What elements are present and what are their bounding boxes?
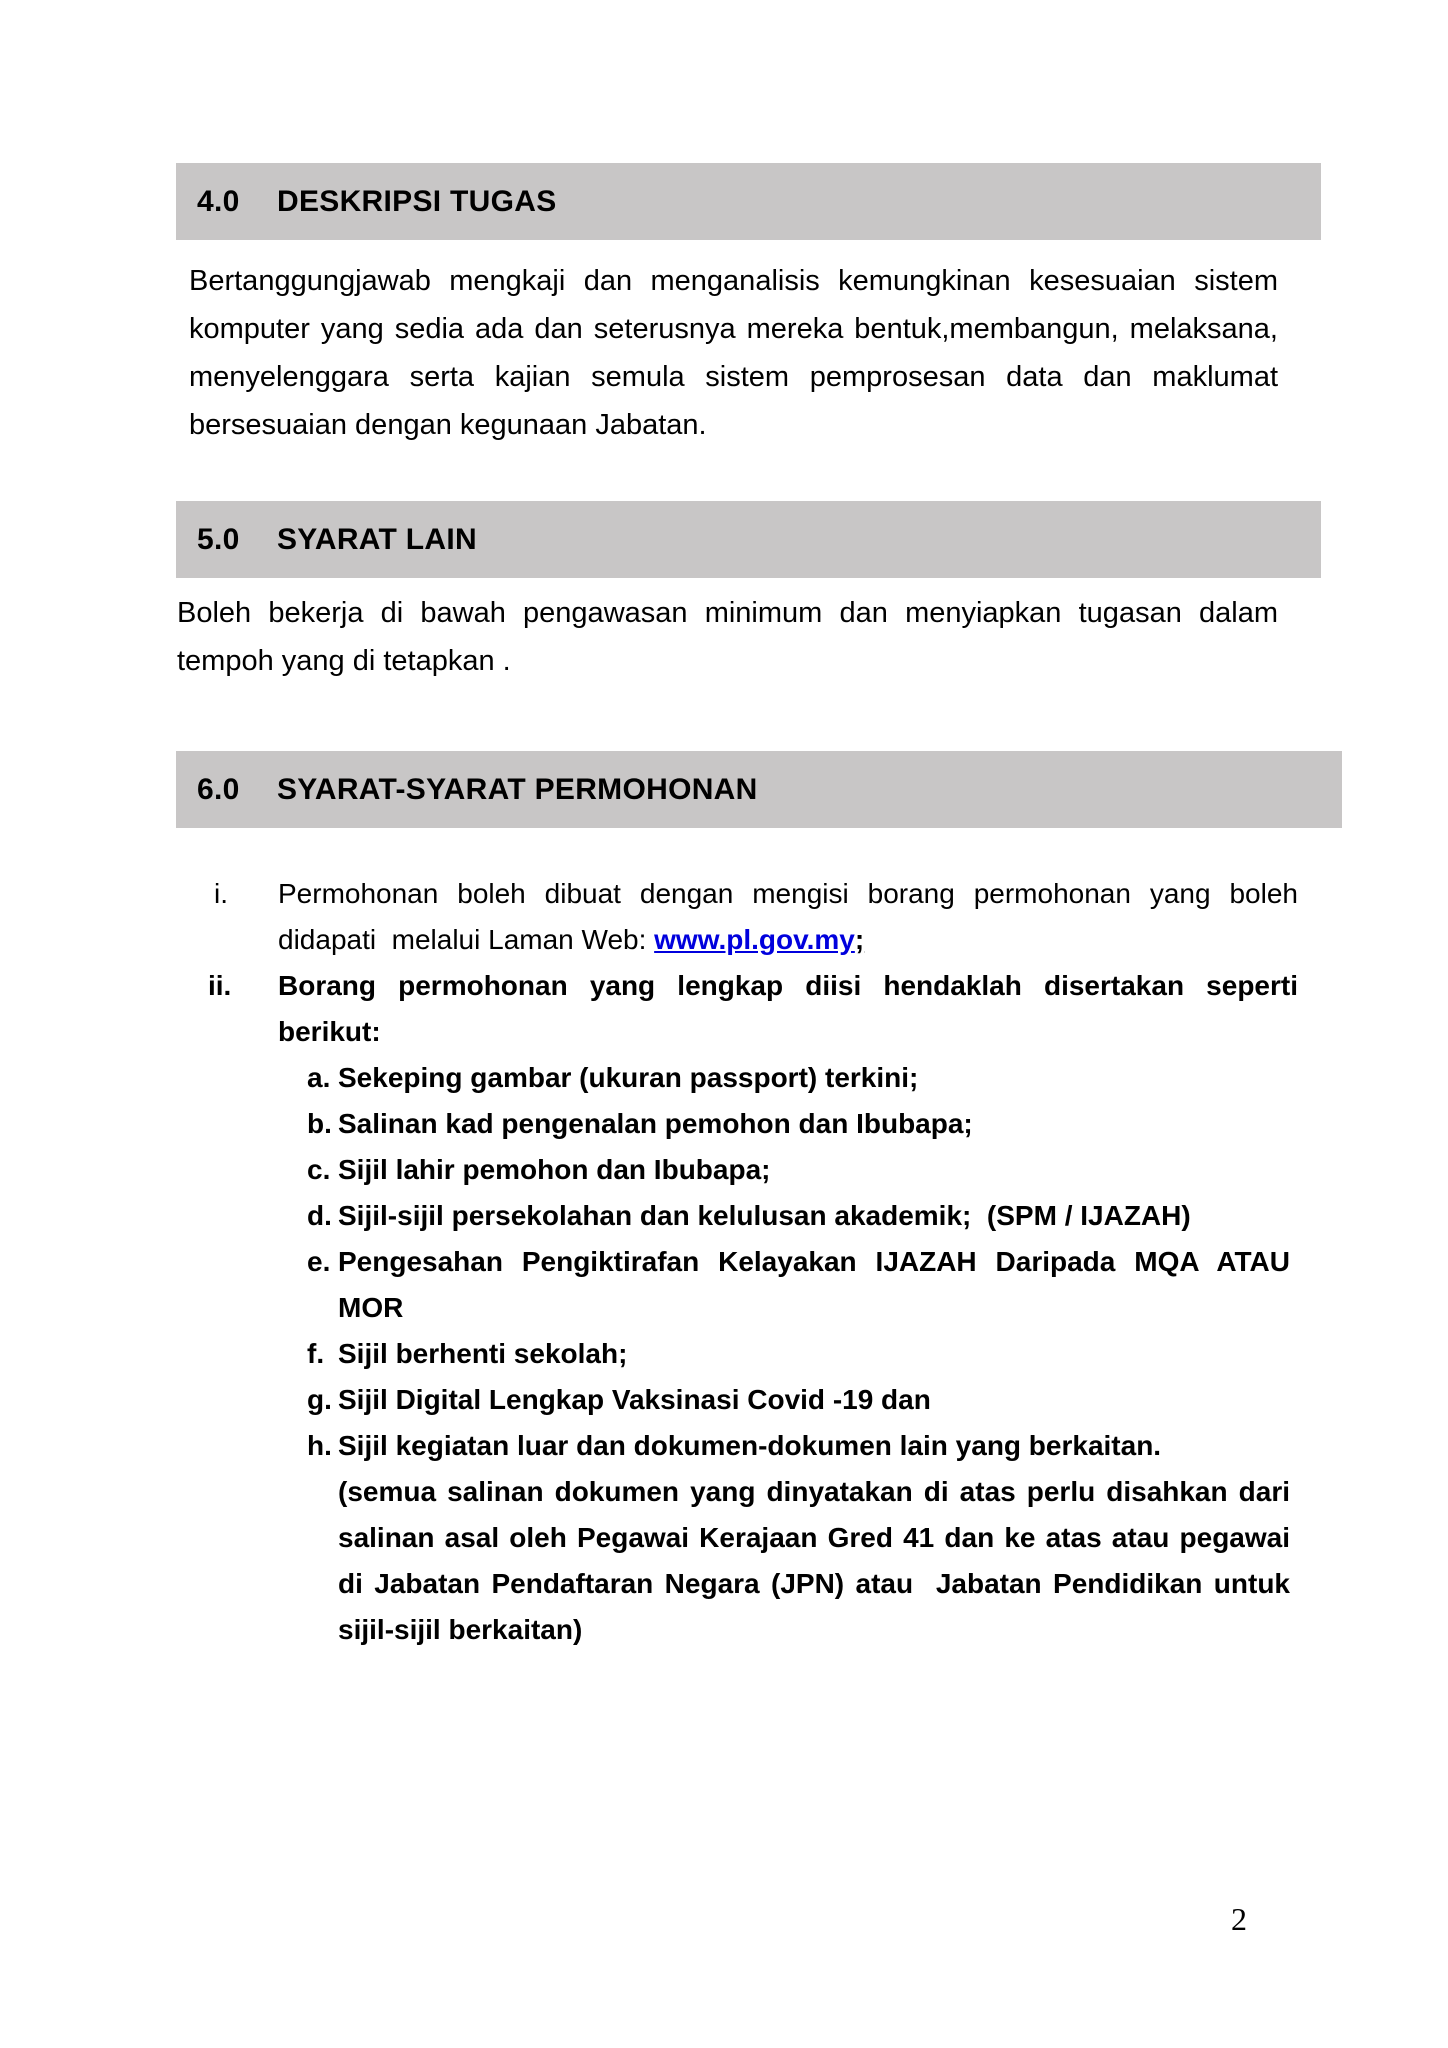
page-number: 2 bbox=[1231, 1901, 1247, 1937]
section-heading-5 bbox=[176, 501, 1321, 578]
sub-item-text: Sekeping gambar (ukuran passport) terkini; bbox=[338, 1062, 919, 1093]
paragraph-line: komputer yang sedia ada dan seterusnya mereka bentuk,membangun, melaksana, bbox=[189, 313, 1278, 345]
section-heading-6 bbox=[176, 751, 1342, 828]
list-item-line bbox=[278, 917, 1298, 963]
paragraph-line: bersesuaian dengan kegunaan Jabatan. bbox=[189, 409, 707, 441]
sub-marker-h: h. bbox=[307, 1430, 332, 1461]
link-prefix-text: didapati melalui Laman Web: bbox=[278, 924, 655, 955]
sub-marker-f: f. bbox=[307, 1338, 325, 1369]
sub-marker-e: e. bbox=[307, 1246, 331, 1277]
list-item-i bbox=[0, 871, 1298, 963]
sub-item-text: Pengesahan Pengiktirafan Kelayakan IJAZAH Daripada MQA ATAU bbox=[338, 1246, 1290, 1277]
certification-note bbox=[0, 1469, 1290, 1653]
list-marker-ii: ii. bbox=[208, 970, 232, 1001]
website-link[interactable]: www.pl.gov.my bbox=[654, 924, 855, 955]
section-title-4: DESKRIPSI TUGAS bbox=[277, 184, 557, 218]
paragraph-line: Boleh bekerja di bawah pengawasan minimum dan menyiapkan tugasan dalam bbox=[177, 597, 1278, 629]
list-item-line: Borang permohonan yang lengkap diisi hendaklah disertakan seperti bbox=[278, 970, 1298, 1001]
sub-item-g bbox=[0, 1377, 1290, 1423]
note-line: di Jabatan Pendaftaran Negara (JPN) atau Jabatan Pendidikan untuk bbox=[338, 1568, 1290, 1599]
note-line: sijil-sijil berkaitan) bbox=[338, 1614, 583, 1645]
note-line: (semua salinan dokumen yang dinyatakan di atas perlu disahkan dari bbox=[338, 1476, 1290, 1507]
sub-item-f bbox=[0, 1331, 1290, 1377]
sub-item-text: Sijil lahir pemohon dan Ibubapa; bbox=[338, 1154, 771, 1185]
sub-item-text: Salinan kad pengenalan pemohon dan Ibubapa; bbox=[338, 1108, 973, 1139]
sub-item-text: Sijil-sijil persekolahan dan kelulusan akademik; (SPM / IJAZAH) bbox=[338, 1200, 1191, 1231]
section-heading-4 bbox=[176, 163, 1321, 240]
sub-item-text: Sijil berhenti sekolah; bbox=[338, 1338, 628, 1369]
sub-marker-c: c. bbox=[307, 1154, 331, 1185]
section-number-6: 6.0 bbox=[197, 772, 240, 806]
section-number-4: 4.0 bbox=[197, 184, 240, 218]
paragraph-line: Bertanggungjawab mengkaji dan menganalisis kemungkinan kesesuaian sistem bbox=[189, 265, 1278, 297]
sub-item-d bbox=[0, 1193, 1290, 1239]
application-requirements-list bbox=[0, 871, 1448, 1653]
sub-item-a bbox=[0, 1055, 1290, 1101]
paragraph-line: menyelenggara serta kajian semula sistem pemprosesan data dan maklumat bbox=[189, 361, 1278, 393]
sub-item-text: Sijil Digital Lengkap Vaksinasi Covid -19 dan bbox=[338, 1384, 931, 1415]
paragraph-line: tempoh yang di tetapkan . bbox=[177, 645, 511, 677]
sub-item-h bbox=[0, 1423, 1290, 1469]
list-item-line: Permohonan boleh dibuat dengan mengisi borang permohonan yang boleh bbox=[278, 878, 1298, 909]
section-number-5: 5.0 bbox=[197, 522, 240, 556]
sub-item-b bbox=[0, 1101, 1290, 1147]
section-title-6: SYARAT-SYARAT PERMOHONAN bbox=[277, 772, 758, 806]
sub-marker-a: a. bbox=[307, 1062, 331, 1093]
sub-marker-d: d. bbox=[307, 1200, 332, 1231]
section-4-paragraph bbox=[189, 257, 1278, 449]
sub-marker-g: g. bbox=[307, 1384, 332, 1415]
list-item-ii bbox=[0, 963, 1298, 1055]
link-suffix: ; bbox=[854, 924, 865, 955]
list-marker-i: i. bbox=[214, 878, 228, 909]
note-line: salinan asal oleh Pegawai Kerajaan Gred 41 dan ke atas atau pegawai bbox=[338, 1522, 1290, 1553]
sub-item-c bbox=[0, 1147, 1290, 1193]
sub-item-e bbox=[0, 1239, 1290, 1331]
sub-item-text: MOR bbox=[338, 1292, 404, 1323]
section-5-paragraph bbox=[177, 589, 1278, 685]
sub-item-text: Sijil kegiatan luar dan dokumen-dokumen lain yang berkaitan. bbox=[338, 1430, 1162, 1461]
list-item-line: berikut: bbox=[278, 1016, 381, 1047]
section-title-5: SYARAT LAIN bbox=[277, 522, 477, 556]
sub-marker-b: b. bbox=[307, 1108, 332, 1139]
